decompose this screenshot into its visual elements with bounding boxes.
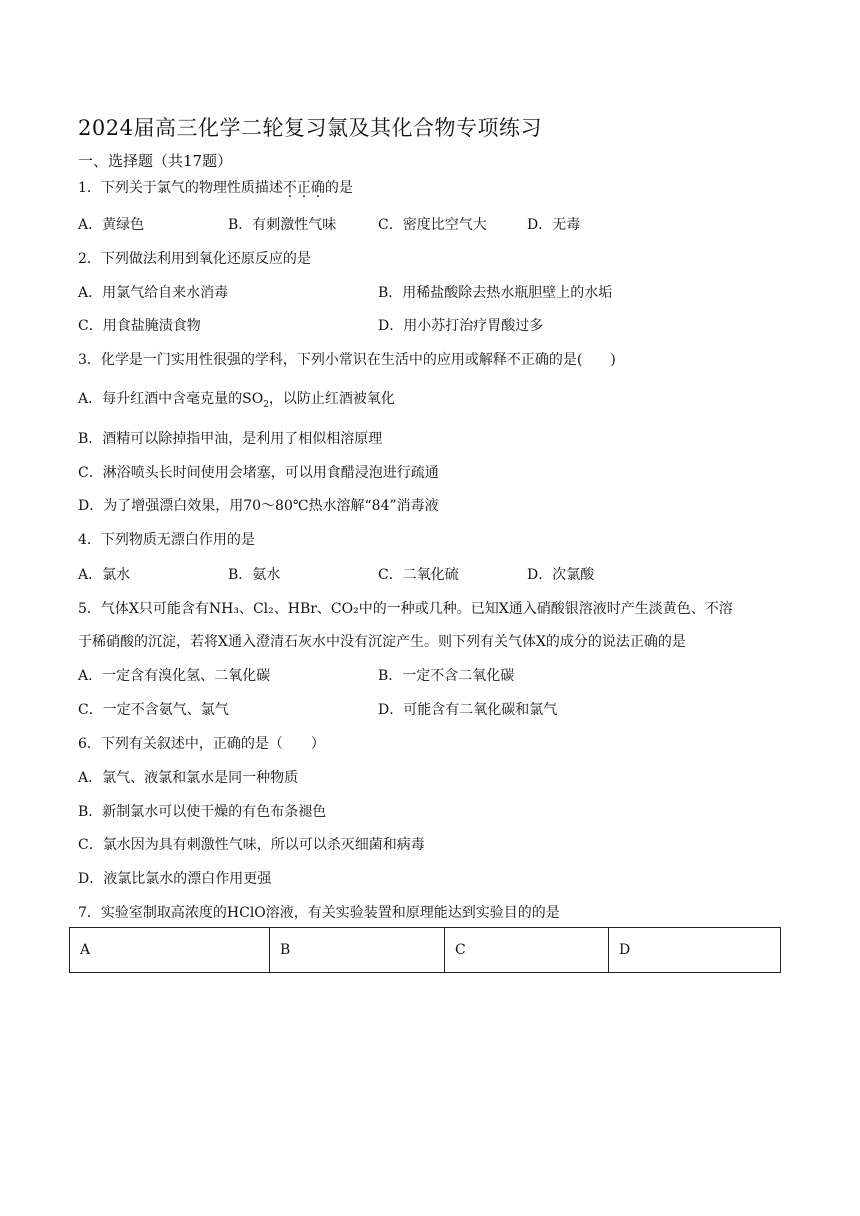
question-6-option-d: D．液氯比氯水的漂白作用更强 <box>78 871 272 887</box>
question-3-option-a <box>78 388 395 410</box>
question-2-option-b: B．用稀盐酸除去热水瓶胆壁上的水垢 <box>378 285 613 301</box>
table-cell-b: B <box>270 928 445 973</box>
question-7-table <box>69 927 781 973</box>
question-2-stem: 2．下列做法利用到氧化还原反应的是 <box>78 251 311 267</box>
emphasis-char: 不 <box>282 180 297 196</box>
question-6-option-b: B．新制氯水可以使干燥的有色布条褪色 <box>78 804 327 820</box>
question-3-stem: 3．化学是一门实用性很强的学科，下列小常识在生活中的应用或解释不正确的是( ) <box>78 352 616 368</box>
question-6-option-c: C．氯水因为具有刺激性气味，所以可以杀灭细菌和病毒 <box>78 837 425 853</box>
option-a-text-end: ，以防止红酒被氧化 <box>268 391 395 407</box>
section-heading: 一、选择题（共17题） <box>78 152 233 170</box>
question-2-option-a: A．用氯气给自来水消毒 <box>78 285 229 301</box>
question-3-option-c: C．淋浴喷头长时间使用会堵塞，可以用食醋浸泡进行疏通 <box>78 465 439 481</box>
table-cell-d: D <box>609 928 781 973</box>
question-1-option-b: B．有刺激性气味 <box>228 217 337 233</box>
question-5-option-b: B．一定不含二氧化碳 <box>378 668 515 684</box>
question-5-option-d: D．可能含有二氧化碳和氯气 <box>378 702 558 718</box>
question-1-stem <box>78 177 353 197</box>
question-6-stem: 6．下列有关叙述中，正确的是（ ） <box>78 736 325 752</box>
question-2-option-c: C．用食盐腌渍食物 <box>78 318 201 334</box>
question-1-option-a: A．黄绿色 <box>78 217 145 233</box>
page-title: 2024届高三化学二轮复习氯及其化合物专项练习 <box>78 116 542 140</box>
question-5-stem-line-1: 5．气体X只可能含有NH₃、Cl₂、HBr、CO₂中的一种或几种。已知X通入硝酸银溶液时产生淡黄色、不溶 <box>78 601 733 617</box>
question-3-option-d: D．为了增强漂白效果，用70～80℃热水溶解“84”消毒液 <box>78 498 439 514</box>
question-6-option-a: A．氯气、液氯和氯水是同一种物质 <box>78 770 299 786</box>
subscript: 2 <box>263 399 269 410</box>
question-1-option-d: D．无毒 <box>527 217 581 233</box>
emphasis-char: 正 <box>296 180 311 196</box>
question-5-option-c: C．一定不含氨气、氯气 <box>78 702 229 718</box>
question-1-prefix: 1．下列关于氯气的物理性质描述 <box>78 180 283 196</box>
question-1-option-c: C．密度比空气大 <box>378 217 487 233</box>
question-7-stem: 7．实验室制取高浓度的HClO溶液，有关实验装置和原理能达到实验目的的是 <box>78 905 560 921</box>
question-4-option-a: A．氯水 <box>78 567 131 583</box>
question-5-stem-line-2: 于稀硝酸的沉淀，若将X通入澄清石灰水中没有沉淀产生。则下列有关气体X的成分的说法正确的是 <box>78 634 686 650</box>
question-3-option-b: B．酒精可以除掉指甲油，是利用了相似相溶原理 <box>78 431 383 447</box>
option-a-text: A．每升红酒中含毫克量的SO <box>78 391 264 407</box>
question-4-stem: 4．下列物质无漂白作用的是 <box>78 532 255 548</box>
table-cell-a: A <box>70 928 270 973</box>
table-cell-c: C <box>445 928 609 973</box>
question-4-option-d: D．次氯酸 <box>527 567 595 583</box>
emphasis-char: 确 <box>310 180 325 196</box>
question-2-option-d: D．用小苏打治疗胃酸过多 <box>378 318 544 334</box>
question-1-suffix: 的是 <box>324 180 353 196</box>
question-5-option-a: A．一定含有溴化氢、二氧化碳 <box>78 668 271 684</box>
question-4-option-c: C．二氧化硫 <box>378 567 459 583</box>
question-4-option-b: B．氨水 <box>228 567 281 583</box>
